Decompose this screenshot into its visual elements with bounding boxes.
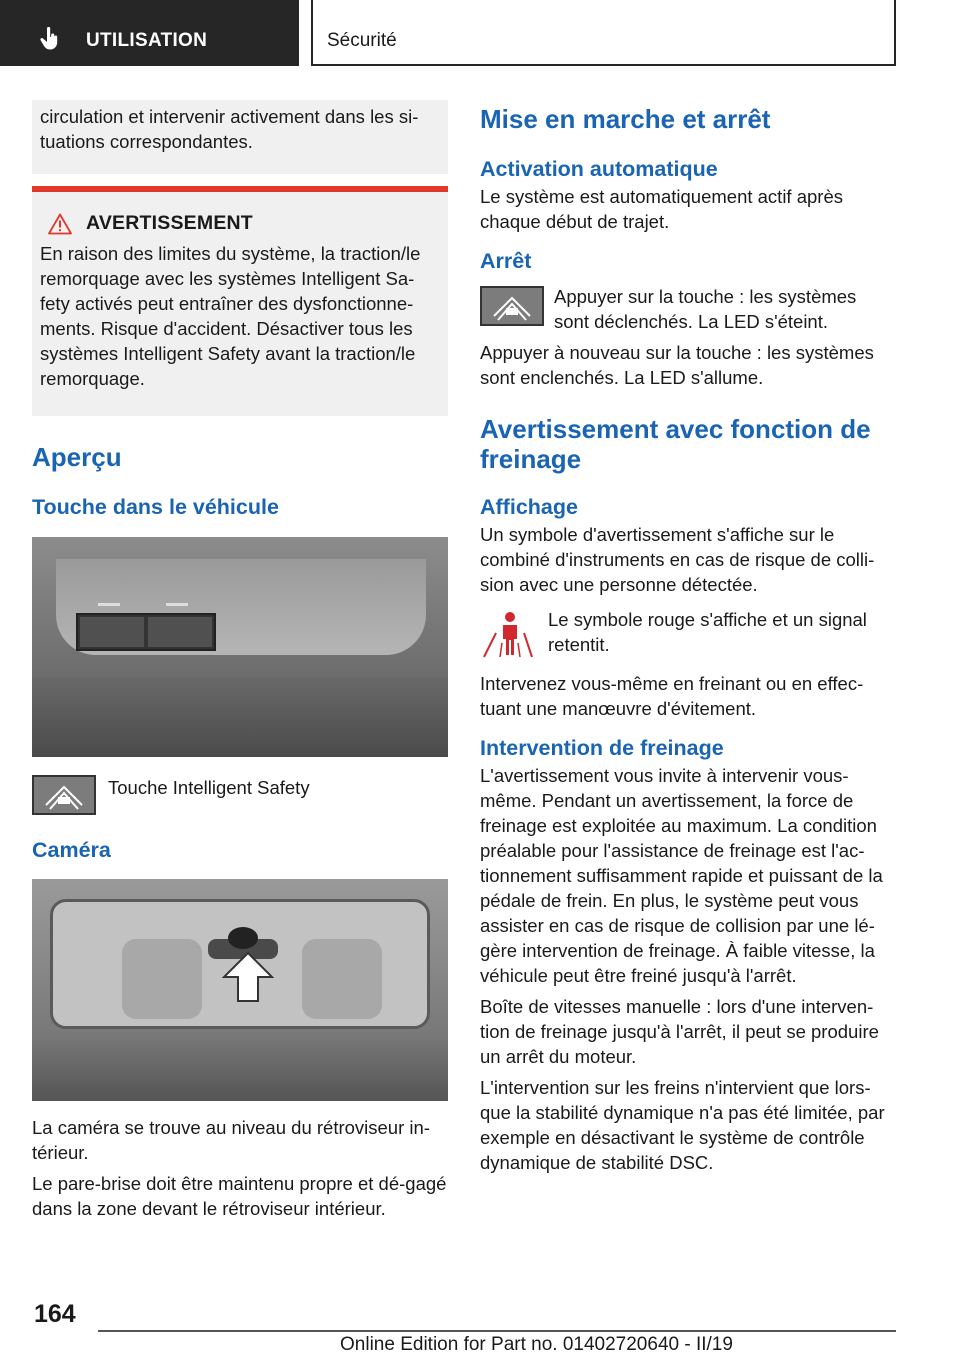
arret-text-1: Appuyer sur la touche : les systèmes sont déclenchés. La LED s'éteint. (554, 286, 857, 332)
header-section-tab[interactable] (0, 0, 299, 66)
header-chapter-tab[interactable] (311, 0, 896, 66)
activation-heading: Activation automatique (480, 157, 718, 181)
intelligent-safety-button-icon (480, 286, 544, 326)
pedestrian-warning-icon (480, 607, 536, 659)
intervention-text: L'avertissement vous invite à intervenir vous-même. Pendant un avertissement, la force de freinage est exploitée au maximum. La condition préalable pour l'assistance de freinage est l'ac-tionnement suffisamment rapide et puissant de la pédale de frein. En plus, le système peut vous assister en cas de risque de collision par une lé-gère intervention de freinage. À faible vitesse, la véhicule peut être freiné jusqu'à l'arrêt. (480, 765, 883, 986)
intervenez-text: Intervenez vous-même en freinant ou en effec-tuant une manœuvre d'évitement. (480, 673, 864, 719)
warning-title: AVERTISSEMENT (86, 212, 253, 234)
camera-arrow-icon (222, 951, 274, 1003)
intro-box (32, 100, 448, 174)
apercu-heading: Aperçu (32, 442, 122, 472)
header-chapter-label: Sécurité (327, 30, 397, 51)
intro-text: circulation et intervenir activement dans les si-tuations correspondantes. (40, 106, 419, 152)
symbole-text: Le symbole rouge s'affiche et un signal retentit. (548, 609, 867, 655)
warning-body: En raison des limites du système, la traction/le remorquage avec les systèmes Intelligent Sa-fety activés peut entraîner des dysfonctionne-ments. Risque d'accident. Désactiver tous les systèmes Intelligent Safety avant la traction/le remorquage. (40, 243, 421, 389)
right-column (480, 100, 896, 1175)
footer-divider (98, 1330, 896, 1332)
camera-text-2: Le pare-brise doit être maintenu propre et dé-gagé dans la zone devant le rétroviseur intérieur. (32, 1173, 447, 1219)
intelligent-safety-button-icon (32, 775, 96, 815)
symbole-row (480, 607, 896, 659)
warning-box (32, 192, 448, 416)
intervention-heading: Intervention de freinage (480, 736, 724, 760)
affichage-text: Un symbole d'avertissement s'affiche sur le combiné d'instruments en cas de risque de colli-sion avec une personne détectée. (480, 524, 875, 595)
page-number: 164 (34, 1300, 76, 1328)
camera-heading: Caméra (32, 838, 111, 862)
arret-row (480, 284, 896, 334)
camera-photo (32, 879, 448, 1101)
footer-edition: Online Edition for Part no. 01402720640 - II/19 (340, 1334, 733, 1355)
activation-text: Le système est automatiquement actif après chaque début de trajet. (480, 186, 843, 232)
touche-caption: Touche Intelligent Safety (108, 777, 310, 798)
warning-triangle-icon (48, 213, 72, 235)
mise-heading: Mise en marche et arrêt (480, 104, 771, 134)
dsc-text: L'intervention sur les freins n'intervient que lors-que la stabilité dynamique n'a pas été limitée, par exemple en désactivant le système de contrôle dynamique de stabilité DSC. (480, 1077, 885, 1173)
affichage-heading: Affichage (480, 495, 578, 519)
header-section-label: UTILISATION (86, 30, 208, 51)
touche-heading: Touche dans le véhicule (32, 495, 279, 519)
touche-caption-row (32, 775, 448, 815)
camera-text-1: La caméra se trouve au niveau du rétroviseur in-térieur. (32, 1117, 430, 1163)
warning-header (48, 212, 440, 235)
arret-text-2: Appuyer à nouveau sur la touche : les systèmes sont enclenchés. La LED s'allume. (480, 342, 874, 388)
arret-heading: Arrêt (480, 249, 532, 273)
boite-text: Boîte de vitesses manuelle : lors d'une interven-tion de freinage jusqu'à l'arrêt, il peut se produire un arrêt du moteur. (480, 996, 879, 1067)
vehicle-button-photo (32, 537, 448, 757)
avertissement-heading: Avertissement avec fonction de freinage (480, 414, 871, 474)
hand-pointer-icon (40, 27, 60, 51)
left-column (32, 100, 448, 1221)
